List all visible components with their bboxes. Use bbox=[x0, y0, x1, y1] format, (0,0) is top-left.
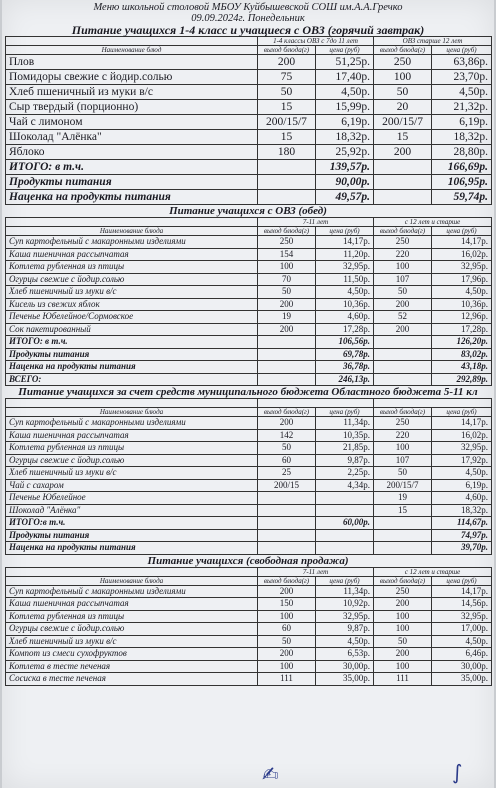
portion-weight: 200 bbox=[258, 298, 316, 311]
dish-name: Чай с сахаром bbox=[6, 479, 258, 492]
dish-name: Шоколад "Алёнка" bbox=[6, 504, 258, 517]
dish-name: Наценка на продукты питания bbox=[6, 190, 258, 205]
total-row bbox=[6, 190, 492, 205]
price bbox=[316, 504, 374, 517]
group-caption-blank bbox=[6, 567, 258, 576]
dish-name: ИТОГО:в т.ч. bbox=[6, 517, 258, 530]
column-header: выход блюда(г) bbox=[374, 576, 432, 585]
dish-row bbox=[6, 100, 492, 115]
dish-name: Огурцы свежие с йодир.солью bbox=[6, 623, 258, 636]
price: 28,80р. bbox=[432, 145, 492, 160]
total-row bbox=[6, 336, 492, 349]
price: 12,96р. bbox=[432, 311, 492, 324]
column-header: выход блюда(г) bbox=[258, 46, 316, 55]
column-header: цена (руб) bbox=[316, 576, 374, 585]
section-title: Питание учащихся за счет средств муниципального бюджета Областного бюджета 5-11 кл bbox=[18, 386, 478, 398]
group-caption-blank bbox=[6, 399, 258, 408]
dish-name: Котлета рубленная из птицы bbox=[6, 610, 258, 623]
dish-name: Каша пшеничная рассыпчатая bbox=[6, 429, 258, 442]
dish-name: Хлеб пшеничный из муки в/с bbox=[6, 286, 258, 299]
portion-weight: 15 bbox=[258, 100, 316, 115]
age-group-caption bbox=[258, 399, 374, 408]
portion-weight: 100 bbox=[258, 660, 316, 673]
dish-name: ВСЕГО: bbox=[6, 373, 258, 386]
portion-weight bbox=[258, 348, 316, 361]
portion-weight: 15 bbox=[258, 130, 316, 145]
price: 4,60р. bbox=[316, 311, 374, 324]
price: 139,57р. bbox=[316, 160, 374, 175]
price: 36,78р. bbox=[316, 361, 374, 374]
price: 6,19р. bbox=[432, 479, 492, 492]
menu-sections bbox=[2, 24, 494, 686]
portion-weight: 200 bbox=[374, 598, 432, 611]
dish-name: ИТОГО: в т.ч. bbox=[6, 160, 258, 175]
portion-weight: 100 bbox=[258, 261, 316, 274]
dish-name: Суп картофельный с макаронными изделиями bbox=[6, 417, 258, 430]
dish-row bbox=[6, 479, 492, 492]
dish-name: Огурцы свежие с йодир.солью bbox=[6, 454, 258, 467]
price: 32,95р. bbox=[432, 261, 492, 274]
dish-row bbox=[6, 635, 492, 648]
price: 6,19р. bbox=[316, 115, 374, 130]
portion-weight: 200 bbox=[374, 145, 432, 160]
price: 30,00р. bbox=[316, 660, 374, 673]
price: 4,50р. bbox=[316, 635, 374, 648]
price: 9,87р. bbox=[316, 623, 374, 636]
price: 106,95р. bbox=[432, 175, 492, 190]
price: 18,32р. bbox=[316, 130, 374, 145]
age-group-caption: с 12 лет и старше bbox=[374, 218, 492, 227]
menu-sheet bbox=[2, 0, 494, 788]
price: 32,95р. bbox=[432, 442, 492, 455]
dish-name: Чай с лимоном bbox=[6, 115, 258, 130]
price: 43,18р. bbox=[432, 361, 492, 374]
price: 246,13р. bbox=[316, 373, 374, 386]
price: 11,50р. bbox=[316, 273, 374, 286]
dish-row bbox=[6, 85, 492, 100]
price: 292,89р. bbox=[432, 373, 492, 386]
price: 14,17р. bbox=[316, 236, 374, 249]
portion-weight: 180 bbox=[258, 145, 316, 160]
portion-weight: 15 bbox=[374, 504, 432, 517]
dish-name: Хлеб пшеничный из муки в/с bbox=[6, 467, 258, 480]
dish-name: Огурцы свежие с йодир.солью bbox=[6, 273, 258, 286]
dish-row bbox=[6, 504, 492, 517]
portion-weight: 100 bbox=[374, 261, 432, 274]
portion-weight: 200 bbox=[374, 323, 432, 336]
price: 16,02р. bbox=[432, 248, 492, 261]
age-group-caption: 7-11 лет bbox=[258, 567, 374, 576]
portion-weight: 20 bbox=[374, 100, 432, 115]
price: 25,92р. bbox=[316, 145, 374, 160]
price: 4,50р. bbox=[432, 85, 492, 100]
price: 11,34р. bbox=[316, 585, 374, 598]
signature-mark: ✍ bbox=[262, 762, 279, 786]
dish-name: Печенье Юбелейное bbox=[6, 492, 258, 505]
portion-weight: 100 bbox=[374, 660, 432, 673]
portion-weight bbox=[374, 517, 432, 530]
portion-weight: 200/15/7 bbox=[258, 115, 316, 130]
dish-row bbox=[6, 623, 492, 636]
portion-weight: 220 bbox=[374, 248, 432, 261]
portion-weight: 50 bbox=[374, 635, 432, 648]
portion-weight: 100 bbox=[374, 623, 432, 636]
dish-row bbox=[6, 311, 492, 324]
price: 6,46р. bbox=[432, 648, 492, 661]
price: 32,95р. bbox=[432, 610, 492, 623]
portion-weight bbox=[374, 348, 432, 361]
column-header: цена (руб) bbox=[432, 408, 492, 417]
portion-weight: 107 bbox=[374, 454, 432, 467]
portion-weight: 100 bbox=[374, 442, 432, 455]
dish-name: Продукты питания bbox=[6, 348, 258, 361]
dish-row bbox=[6, 248, 492, 261]
price: 4,50р. bbox=[432, 286, 492, 299]
price: 2,25р. bbox=[316, 467, 374, 480]
portion-weight: 50 bbox=[374, 85, 432, 100]
dish-name: Наценка на продукты питания bbox=[6, 542, 258, 555]
dish-name: Котлета рубленная из птицы bbox=[6, 261, 258, 274]
price: 4,50р. bbox=[316, 286, 374, 299]
dish-name: Сосиска в тесте печеная bbox=[6, 673, 258, 686]
price: 23,70р. bbox=[432, 70, 492, 85]
price: 10,36р. bbox=[316, 298, 374, 311]
column-header: цена (руб) bbox=[316, 408, 374, 417]
portion-weight bbox=[374, 373, 432, 386]
price: 4,50р. bbox=[432, 635, 492, 648]
total-row bbox=[6, 529, 492, 542]
price: 35,00р. bbox=[432, 673, 492, 686]
portion-weight: 200 bbox=[258, 323, 316, 336]
portion-weight: 111 bbox=[258, 673, 316, 686]
dish-name: Каша пшеничная рассыпчатая bbox=[6, 598, 258, 611]
section-title: Питание учащихся 1-4 класс и учащиеся с ОВЗ (горячий завтрак) bbox=[71, 23, 425, 37]
price: 63,86р. bbox=[432, 55, 492, 70]
portion-weight: 250 bbox=[374, 417, 432, 430]
price: 15,99р. bbox=[316, 100, 374, 115]
dish-row bbox=[6, 261, 492, 274]
portion-weight: 19 bbox=[258, 311, 316, 324]
dish-name: Продукты питания bbox=[6, 529, 258, 542]
dish-row bbox=[6, 585, 492, 598]
portion-weight: 100 bbox=[374, 610, 432, 623]
price: 90,00р. bbox=[316, 175, 374, 190]
portion-weight: 250 bbox=[374, 236, 432, 249]
portion-weight bbox=[374, 529, 432, 542]
dish-row bbox=[6, 115, 492, 130]
dish-row bbox=[6, 417, 492, 430]
portion-weight: 150 bbox=[258, 598, 316, 611]
price: 4,50р. bbox=[316, 85, 374, 100]
dish-row bbox=[6, 492, 492, 505]
menu-header-date: 09.09.2024г. Понедельник bbox=[191, 13, 305, 24]
portion-weight bbox=[374, 175, 432, 190]
portion-weight bbox=[258, 542, 316, 555]
portion-weight bbox=[258, 492, 316, 505]
price: 17,40р. bbox=[316, 70, 374, 85]
price: 16,02р. bbox=[432, 429, 492, 442]
price: 32,95р. bbox=[316, 261, 374, 274]
group-caption-blank bbox=[6, 218, 258, 227]
portion-weight: 25 bbox=[258, 467, 316, 480]
portion-weight bbox=[258, 529, 316, 542]
column-header: выход блюда(г) bbox=[258, 576, 316, 585]
column-header: выход блюда(г) bbox=[374, 46, 432, 55]
age-group-caption: 7-11 лет bbox=[258, 218, 374, 227]
price: 18,32р. bbox=[432, 504, 492, 517]
total-row bbox=[6, 542, 492, 555]
price: 4,60р. bbox=[432, 492, 492, 505]
price: 35,00р. bbox=[316, 673, 374, 686]
column-header: Наименование блюда bbox=[6, 576, 258, 585]
column-header: цена (руб) bbox=[316, 46, 374, 55]
total-row bbox=[6, 175, 492, 190]
column-header: выход блюда(г) bbox=[374, 227, 432, 236]
dish-name: Печенье Юбелейное/Сормовское bbox=[6, 311, 258, 324]
age-group-caption: 1-4 классы ОВЗ с 7до 11 лет bbox=[258, 37, 374, 46]
price bbox=[316, 529, 374, 542]
dish-name: Каша пшеничная рассыпчатая bbox=[6, 248, 258, 261]
portion-weight: 111 bbox=[374, 673, 432, 686]
dish-name: Шоколад "Алёнка" bbox=[6, 130, 258, 145]
portion-weight: 200/15 bbox=[258, 479, 316, 492]
price: 21,32р. bbox=[432, 100, 492, 115]
price: 59,74р. bbox=[432, 190, 492, 205]
portion-weight: 19 bbox=[374, 492, 432, 505]
portion-weight bbox=[258, 373, 316, 386]
price: 83,02р. bbox=[432, 348, 492, 361]
portion-weight bbox=[374, 542, 432, 555]
dish-row bbox=[6, 660, 492, 673]
dish-row bbox=[6, 673, 492, 686]
portion-weight: 200/15/7 bbox=[374, 115, 432, 130]
portion-weight: 50 bbox=[258, 85, 316, 100]
column-header: цена (руб) bbox=[316, 227, 374, 236]
price: 17,28р. bbox=[316, 323, 374, 336]
price: 39,70р. bbox=[432, 542, 492, 555]
dish-row bbox=[6, 610, 492, 623]
dish-row bbox=[6, 454, 492, 467]
column-header: цена (руб) bbox=[432, 227, 492, 236]
column-header: цена (руб) bbox=[432, 46, 492, 55]
portion-weight: 60 bbox=[258, 623, 316, 636]
dish-row bbox=[6, 298, 492, 311]
price: 10,36р. bbox=[432, 298, 492, 311]
portion-weight bbox=[374, 160, 432, 175]
menu-table bbox=[5, 398, 492, 555]
dish-name: Наценка на продукты питания bbox=[6, 361, 258, 374]
portion-weight: 75 bbox=[258, 70, 316, 85]
price: 14,17р. bbox=[432, 236, 492, 249]
portion-weight: 200 bbox=[258, 55, 316, 70]
price bbox=[316, 542, 374, 555]
age-group-caption bbox=[374, 399, 492, 408]
price: 14,56р. bbox=[432, 598, 492, 611]
column-header: выход блюда(г) bbox=[374, 408, 432, 417]
total-row bbox=[6, 160, 492, 175]
portion-weight: 250 bbox=[258, 236, 316, 249]
price: 17,28р. bbox=[432, 323, 492, 336]
portion-weight bbox=[258, 517, 316, 530]
dish-name: Компот из смеси сухофруктов bbox=[6, 648, 258, 661]
price: 69,78р. bbox=[316, 348, 374, 361]
price: 17,92р. bbox=[432, 454, 492, 467]
menu-table bbox=[5, 567, 492, 686]
dish-name: Суп картофельный с макаронными изделиями bbox=[6, 585, 258, 598]
menu-header-school: Меню школьной столовой МБОУ Куйбышевской СОШ им.А.А.Гречко bbox=[93, 2, 403, 13]
group-caption-blank bbox=[6, 37, 258, 46]
price: 32,95р. bbox=[316, 610, 374, 623]
dish-name: Суп картофельный с макаронными изделиями bbox=[6, 236, 258, 249]
dish-name: Продукты питания bbox=[6, 175, 258, 190]
dish-row bbox=[6, 648, 492, 661]
dish-row bbox=[6, 55, 492, 70]
dish-row bbox=[6, 467, 492, 480]
portion-weight: 50 bbox=[258, 442, 316, 455]
portion-weight: 142 bbox=[258, 429, 316, 442]
portion-weight: 52 bbox=[374, 311, 432, 324]
portion-weight: 200 bbox=[374, 298, 432, 311]
price: 18,32р. bbox=[432, 130, 492, 145]
portion-weight: 107 bbox=[374, 273, 432, 286]
dish-row bbox=[6, 70, 492, 85]
portion-weight: 250 bbox=[374, 55, 432, 70]
dish-name: Помидоры свежие с йодир.солью bbox=[6, 70, 258, 85]
dish-name: Котлета рубленная из птицы bbox=[6, 442, 258, 455]
column-header: цена (руб) bbox=[432, 576, 492, 585]
price: 10,92р. bbox=[316, 598, 374, 611]
portion-weight: 250 bbox=[374, 585, 432, 598]
section-title: Питание учащихся (свободная продажа) bbox=[147, 554, 349, 567]
section-title: Питание учащихся с ОВЗ (обед) bbox=[169, 205, 327, 217]
portion-weight: 15 bbox=[374, 130, 432, 145]
price: 14,17р. bbox=[432, 585, 492, 598]
portion-weight bbox=[258, 175, 316, 190]
portion-weight bbox=[258, 361, 316, 374]
price: 21,85р. bbox=[316, 442, 374, 455]
price: 126,20р. bbox=[432, 336, 492, 349]
price: 11,34р. bbox=[316, 417, 374, 430]
total-row bbox=[6, 373, 492, 386]
portion-weight: 220 bbox=[374, 429, 432, 442]
dish-row bbox=[6, 145, 492, 160]
column-header: Наименование блюда bbox=[6, 408, 258, 417]
dish-row bbox=[6, 323, 492, 336]
total-row bbox=[6, 361, 492, 374]
price: 4,50р. bbox=[432, 467, 492, 480]
signature-mark: ∫ bbox=[452, 760, 463, 784]
dish-name: Яблоко bbox=[6, 145, 258, 160]
dish-name: Плов bbox=[6, 55, 258, 70]
portion-weight bbox=[374, 190, 432, 205]
price: 74,97р. bbox=[432, 529, 492, 542]
price: 6,19р. bbox=[432, 115, 492, 130]
column-header: выход блюда(г) bbox=[258, 408, 316, 417]
portion-weight: 100 bbox=[258, 610, 316, 623]
price: 14,17р. bbox=[432, 417, 492, 430]
price: 17,00р. bbox=[432, 623, 492, 636]
portion-weight: 100 bbox=[374, 70, 432, 85]
price: 60,00р. bbox=[316, 517, 374, 530]
menu-table bbox=[5, 36, 492, 205]
price: 9,87р. bbox=[316, 454, 374, 467]
column-header: Наименование блюда bbox=[6, 227, 258, 236]
total-row bbox=[6, 517, 492, 530]
price: 30,00р. bbox=[432, 660, 492, 673]
dish-row bbox=[6, 273, 492, 286]
dish-row bbox=[6, 130, 492, 145]
price: 49,57р. bbox=[316, 190, 374, 205]
dish-row bbox=[6, 429, 492, 442]
price: 6,53р. bbox=[316, 648, 374, 661]
price: 17,96р. bbox=[432, 273, 492, 286]
portion-weight: 50 bbox=[258, 286, 316, 299]
portion-weight bbox=[374, 336, 432, 349]
portion-weight: 50 bbox=[374, 286, 432, 299]
column-header: Наименование блюд bbox=[6, 46, 258, 55]
price: 114,67р. bbox=[432, 517, 492, 530]
dish-name: Котлета в тесте печеная bbox=[6, 660, 258, 673]
dish-name: Хлеб пшеничный из муки в/с bbox=[6, 635, 258, 648]
price: 4,34р. bbox=[316, 479, 374, 492]
portion-weight: 70 bbox=[258, 273, 316, 286]
dish-name: Сыр твердый (порционно) bbox=[6, 100, 258, 115]
dish-name: Хлеб пшеничный из муки в/с bbox=[6, 85, 258, 100]
portion-weight bbox=[258, 336, 316, 349]
portion-weight: 200/15/7 bbox=[374, 479, 432, 492]
dish-row bbox=[6, 286, 492, 299]
dish-name: ИТОГО: в т.ч. bbox=[6, 336, 258, 349]
portion-weight bbox=[374, 361, 432, 374]
portion-weight bbox=[258, 160, 316, 175]
portion-weight: 200 bbox=[258, 417, 316, 430]
dish-row bbox=[6, 442, 492, 455]
portion-weight: 200 bbox=[374, 648, 432, 661]
portion-weight: 154 bbox=[258, 248, 316, 261]
portion-weight: 50 bbox=[374, 467, 432, 480]
portion-weight: 200 bbox=[258, 585, 316, 598]
portion-weight: 60 bbox=[258, 454, 316, 467]
portion-weight: 50 bbox=[258, 635, 316, 648]
portion-weight bbox=[258, 190, 316, 205]
price: 51,25р. bbox=[316, 55, 374, 70]
column-header: выход блюда(г) bbox=[258, 227, 316, 236]
menu-table bbox=[5, 217, 492, 386]
price: 166,69р. bbox=[432, 160, 492, 175]
age-group-caption: ОВЗ старше 12 лет bbox=[374, 37, 492, 46]
dish-row bbox=[6, 598, 492, 611]
dish-name: Кисель из свежих яблок bbox=[6, 298, 258, 311]
price bbox=[316, 492, 374, 505]
portion-weight bbox=[258, 504, 316, 517]
dish-name: Сок пакетированный bbox=[6, 323, 258, 336]
price: 10,35р. bbox=[316, 429, 374, 442]
dish-row bbox=[6, 236, 492, 249]
portion-weight: 200 bbox=[258, 648, 316, 661]
total-row bbox=[6, 348, 492, 361]
price: 106,56р. bbox=[316, 336, 374, 349]
price: 11,20р. bbox=[316, 248, 374, 261]
age-group-caption: с 12 лет и старше bbox=[374, 567, 492, 576]
